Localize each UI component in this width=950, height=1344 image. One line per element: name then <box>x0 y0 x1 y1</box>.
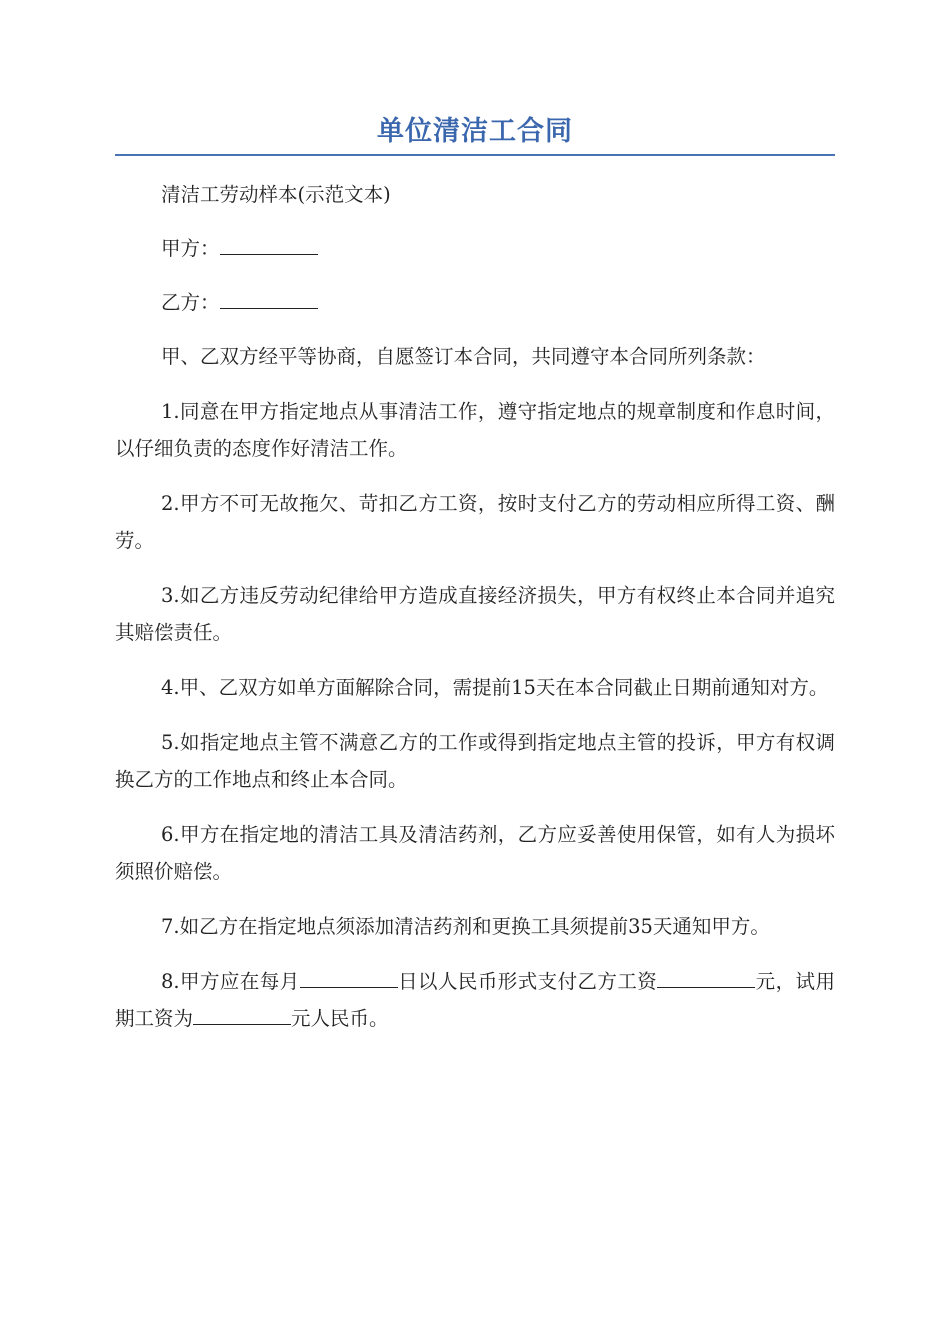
clause-1: 1.同意在甲方指定地点从事清洁工作，遵守指定地点的规章制度和作息时间，以仔细负责的态度作好清洁工作。 <box>115 400 835 460</box>
clause-8 <box>115 963 835 1037</box>
party-a-blank <box>220 232 318 255</box>
document-title: 单位清洁工合同 <box>377 116 573 147</box>
party-a-label: 甲方： <box>161 237 220 260</box>
clause-6: 6.甲方在指定地的清洁工具及清洁药剂，乙方应妥善使用保管，如有人为损坏须照价赔偿。 <box>115 823 835 883</box>
pay-day-blank <box>300 965 398 988</box>
document-body <box>115 176 835 1037</box>
clause-8-part3: 元，试用期工资为 <box>115 970 835 1030</box>
clause-7: 7.如乙方在指定地点须添加清洁药剂和更换工具须提前35天通知甲方。 <box>161 915 770 938</box>
intro-paragraph: 甲、乙双方经平等协商，自愿签订本合同，共同遵守本合同所列条款： <box>161 345 766 368</box>
clause-3: 3.如乙方违反劳动纪律给甲方造成直接经济损失，甲方有权终止本合同并追究其赔偿责任。 <box>115 584 835 644</box>
clause-8-part1: 8.甲方应在每月 <box>161 970 300 993</box>
clause-8-part4: 元人民币。 <box>291 1007 389 1030</box>
party-b-blank <box>220 286 318 309</box>
party-b-label: 乙方： <box>161 291 220 314</box>
party-b-line <box>115 284 835 321</box>
title-divider <box>115 154 835 156</box>
wage-amount-blank <box>657 965 755 988</box>
subtitle: 清洁工劳动样本(示范文本) <box>161 183 391 206</box>
probation-wage-blank <box>193 1002 291 1025</box>
clause-2: 2.甲方不可无故拖欠、苛扣乙方工资，按时支付乙方的劳动相应所得工资、酬劳。 <box>115 492 835 552</box>
document-page <box>115 110 835 1055</box>
party-a-line <box>115 230 835 267</box>
clause-5: 5.如指定地点主管不满意乙方的工作或得到指定地点主管的投诉，甲方有权调换乙方的工作地点和终止本合同。 <box>115 731 835 791</box>
clause-8-part2: 日以人民币形式支付乙方工资 <box>397 970 658 993</box>
clause-4: 4.甲、乙双方如单方面解除合同，需提前15天在本合同截止日期前通知对方。 <box>161 676 829 699</box>
